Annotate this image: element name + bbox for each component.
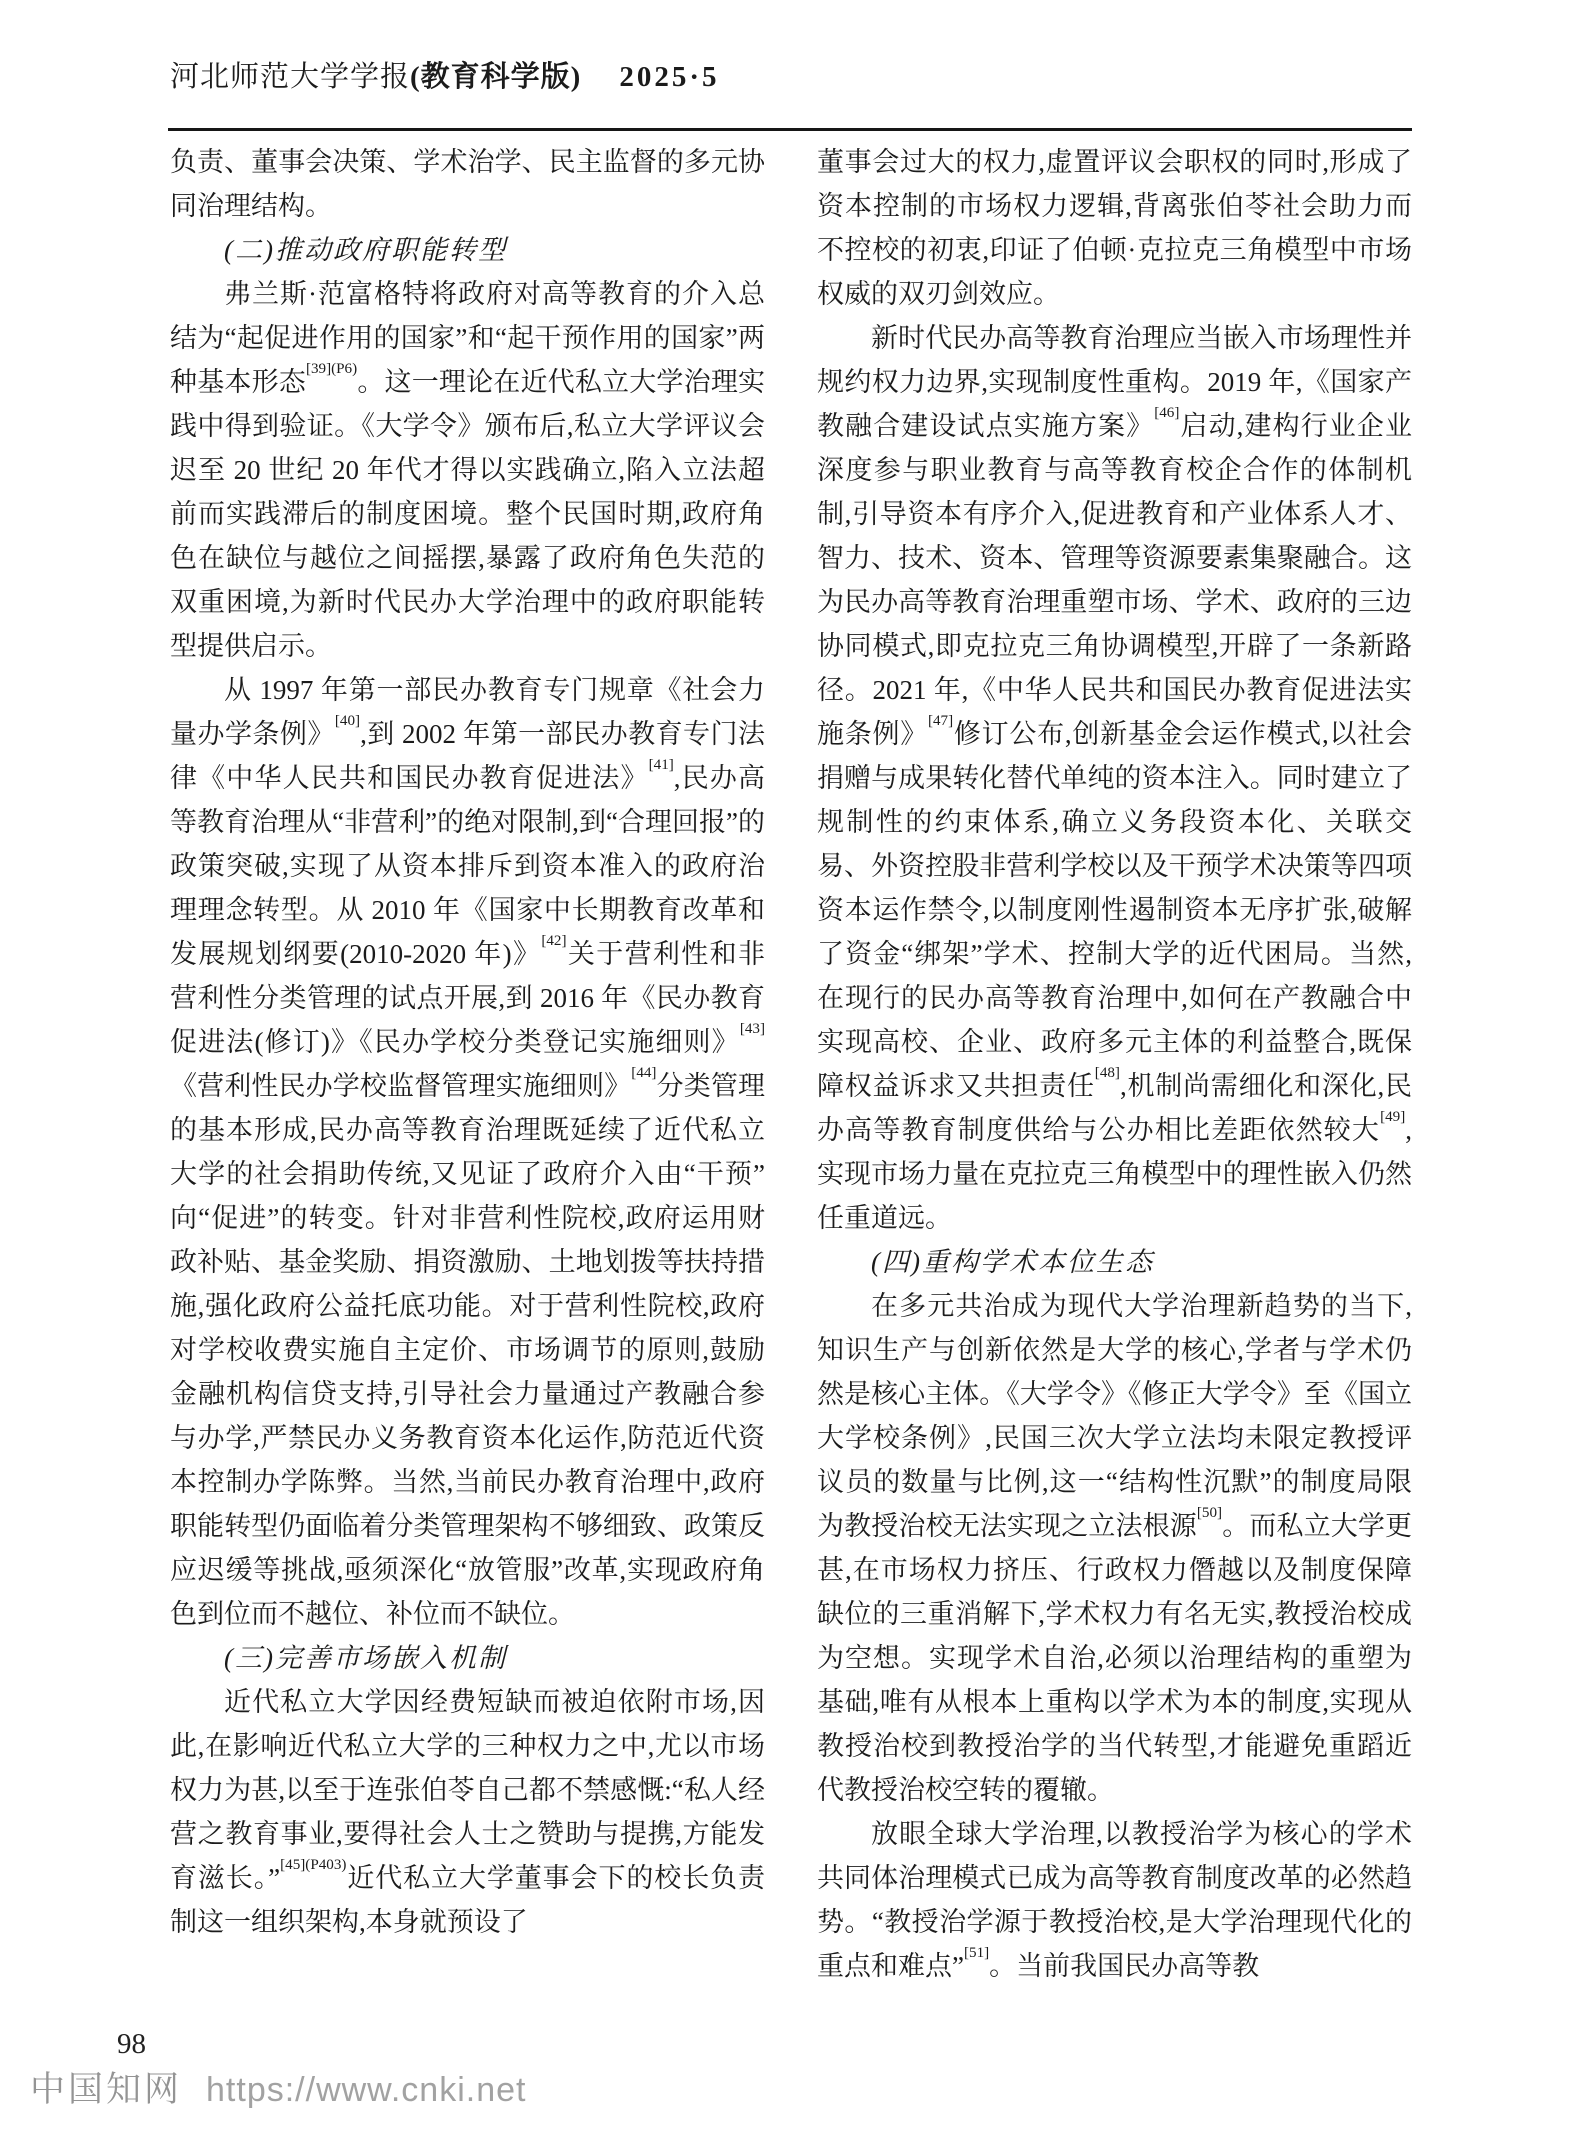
citation-ref: [39](P6): [305, 361, 358, 378]
journal-edition: (教育科学版): [410, 61, 582, 93]
cnki-url: https://www.cnki.net: [206, 2071, 527, 2109]
section-heading: (三)完善市场嵌入机制: [224, 1643, 507, 1673]
citation-ref: [42]: [541, 933, 567, 950]
citation-ref: [51]: [963, 1945, 990, 1962]
paragraph: 从 1997 年第一部民办教育专门规章《社会力量办学条例》[40],到 2002 年第一部民办教育专门法律《中华人民共和国民办教育促进法》[41],民办高等教育治理从“非营利”的绝对限制,到“合理回报”的政策突破,实现了从资本排斥到资本准入的政府治理理念转型。从 2010 年《国家中长期教育改革和发展规划纲要(2010-2020 年)》[42]关于营利性和非营利性分类管理的试点开展,到 2016 年《民办教育促进法(修订)》《民办学校分类登记实施细则》[43]《营利性民办学校监督管理实施细则》[44]分类管理的基本形成,民办高等教育治理既延续了近代私立大学的社会捐助传统,又见证了政府介入由“干预”向“促进”的转变。针对非营利性院校,政府运用财政补贴、基金奖励、捐资激励、土地划拨等扶持措施,强化政府公益托底功能。对于营利性院校,政府对学校收费实施自主定价、市场调节的原则,鼓励金融机构信贷支持,引导社会力量通过产教融合参与办学,严禁民办义务教育资本化运作,防范近代资本控制办学陈弊。当然,当前民办教育治理中,政府职能转型仍面临着分类管理架构不够细致、政策反应迟缓等挑战,亟须深化“放管服”改革,实现政府角色到位而不越位、补位而不缺位。: [170, 675, 766, 1629]
citation-ref: [48]: [1094, 1065, 1120, 1082]
paragraph: 放眼全球大学治理,以教授治学为核心的学术共同体治理模式已成为高等教育制度改革的必然趋势。“教授治学源于教授治校,是大学治理现代化的重点和难点”[51]。当前我国民办高等教: [817, 1819, 1412, 1981]
citation-ref: [41]: [648, 757, 674, 774]
issue-number: 2025·5: [619, 61, 720, 93]
page-header: [170, 54, 720, 95]
citation-ref: [45](P403): [280, 1857, 347, 1874]
paragraph: 弗兰斯·范富格特将政府对高等教育的介入总结为“起促进作用的国家”和“起干预作用的国家”两种基本形态$^{[39](P6)}$。这一理论在近代私立大学治理实践中得到验证。《大学令》颁布后,私立大学评议会迟至 20 世纪 20 年代才得以实践确立,陷入立法超前而实践滞后的制度困境。整个民国时期,政府角色在缺位与越位之间摇摆,暴露了政府角色失范的双重困境,为新时代民办大学治理中的政府职能转型提供启示。: [170, 279, 766, 661]
citation-ref: [47]: [927, 713, 954, 730]
paragraph: 董事会过大的权力,虚置评议会职权的同时,形成了资本控制的市场权力逻辑,背离张伯苓社会助力而不控校的初衷,印证了伯顿·克拉克三角模型中市场权威的双刃剑效应。: [817, 147, 1412, 309]
citation-ref: [49]: [1380, 1109, 1406, 1126]
page-number: 98: [117, 2028, 146, 2060]
article-body: [170, 140, 1412, 1988]
cnki-logo-text: 中国知网: [30, 2070, 183, 2109]
paragraph: 新时代民办高等教育治理应当嵌入市场理性并规约权力边界,实现制度性重构。2019 年,《国家产教融合建设试点实施方案》[46]启动,建构行业企业深度参与职业教育与高等教育校企合作的体制机制,引导资本有序介入,促进教育和产业体系人才、智力、技术、资本、管理等资源要素集聚融合。这为民办高等教育治理重塑市场、学术、政府的三边协同模式,即克拉克三角协调模型,开辟了一条新路径。2021 年,《中华人民共和国民办教育促进法实施条例》[47]修订公布,创新基金会运作模式,以社会捐赠与成果转化替代单纯的资本注入。同时建立了规制性的约束体系,确立义务段资本化、关联交易、外资控股非营利学校以及干预学术决策等四项资本运作禁令,以制度刚性遏制资本无序扩张,破解了资金“绑架”学术、控制大学的近代困局。当然,在现行的民办高等教育治理中,如何在产教融合中实现高校、企业、政府多元主体的利益整合,既保障权益诉求又共担责任[48],机制尚需细化和深化,民办高等教育制度供给与公办相比差距依然较大[49],实现市场力量在克拉克三角模型中的理性嵌入仍然任重道远。: [817, 323, 1413, 1233]
section-heading: (四)重构学术本位生态: [871, 1247, 1154, 1277]
citation-ref: [46]: [1154, 405, 1180, 422]
paragraph: 在多元共治成为现代大学治理新趋势的当下,知识生产与创新依然是大学的核心,学者与学术仍然是核心主体。《大学令》《修正大学令》至《国立大学校条例》,民国三次大学立法均未限定教授评议员的数量与比例,这一“结构性沉默”的制度局限为教授治校无法实现之立法根源[50]。而私立大学更甚,在市场权力挤压、行政权力僭越以及制度保障缺位的三重消解下,学术权力有名无实,教授治校成为空想。实现学术自治,必须以治理结构的重塑为基础,唯有从根本上重构以学术为本的制度,实现从教授治校到教授治学的当代转型,才能避免重蹈近代教授治校空转的覆辙。: [817, 1291, 1412, 1805]
citation-ref: [43]: [739, 1021, 765, 1038]
citation-ref: [50]: [1196, 1505, 1223, 1522]
citation-ref: [40]: [334, 713, 361, 730]
cnki-watermark: [30, 2062, 526, 2112]
section-heading: (二)推动政府职能转型: [224, 235, 507, 265]
right-column: [817, 140, 1412, 1988]
header-divider: [168, 128, 1412, 131]
paragraph: 近代私立大学因经费短缺而被迫依附市场,因此,在影响近代私立大学的三种权力之中,尤以市场权力为甚,以至于连张伯苓自己都不禁感慨:“私人经营之教育事业,要得社会人士之赞助与提携,方能发育滋长。”$^{[45](P403)}$近代私立大学董事会下的校长负责制这一组织架构,本身就预设了: [170, 1687, 766, 1937]
paragraph: 负责、董事会决策、学术治学、民主监督的多元协同治理结构。: [170, 147, 765, 221]
journal-title: 河北师范大学学报: [170, 61, 411, 93]
citation-ref: [44]: [631, 1065, 657, 1082]
left-column: [170, 140, 765, 1988]
